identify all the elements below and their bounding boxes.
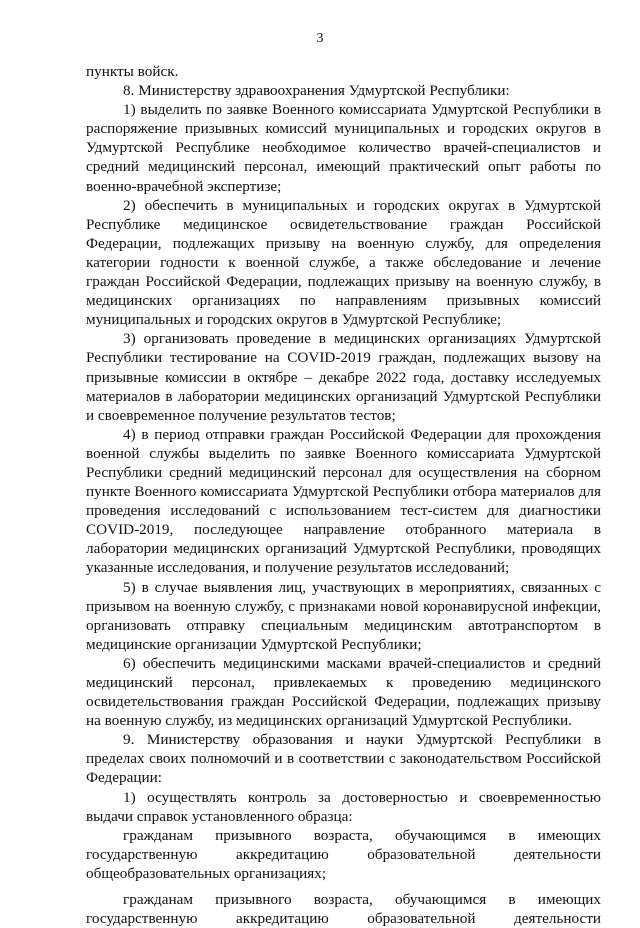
paragraph-item-8-2: 2) обеспечить в муниципальных и городских округах в Удмуртской Республике медицинское освидетельствование граждан Российской Федерации, подлежащих призыву на военную службу, для определения категории годности к военной службе, а также обследование и лечение граждан Российской Федерации, подлежащих призыву на военную службу, в медицинских организациях по направлениям призывных комиссий муниципальных и городских округов в Удмуртской Республике; xyxy=(86,196,601,329)
paragraph-item-8-heading: 8. Министерству здравоохранения Удмуртской Республики: xyxy=(123,82,510,100)
paragraph-item-8-1: 1) выделить по заявке Военного комиссариата Удмуртской Республики в распоряжение призывных комиссий муниципальных и городских округов в Удмуртской Республике необходимое количество врачей-специалистов и средний медицинский персонал, имеющий практический опыт работы по военно-врачебной экспертизе; xyxy=(86,101,601,195)
page-number: 3 xyxy=(316,31,324,46)
paragraph-item-9-heading: 9. Министерству образования и науки Удмуртской Республики в пределах своих полномочий и в соответствии с законодательством Российской Федерации: xyxy=(86,731,601,787)
paragraph-continuation: пункты войск. xyxy=(86,63,179,80)
document-body xyxy=(86,62,601,928)
paragraph-item-9-1-a: гражданам призывного возраста, обучающимся в имеющих государственную аккредитацию образовательной деятельности общеобразовательных организациях; xyxy=(86,826,601,882)
paragraph-item-8-4: 4) в период отправки граждан Российской Федерации для прохождения военной службы выделить по заявке Военного комиссариата Удмуртской Республики средний медицинский персонал для осуществления на сборном пункте Военного комиссариата Удмуртской Республики отбора материалов для проведения исследований с использованием тест-систем для диагностики COVID-2019, последующее направление отобранного материала в лаборатории медицинских организаций Удмуртской Республики, проводящих указанные исследования, и получение результатов исследований; xyxy=(86,425,601,577)
paragraph-item-8-5: 5) в случае выявления лиц, участвующих в мероприятиях, связанных с призывом на военную службу, с признаками новой коронавирусной инфекции, организовать отправку специальным медицинским автотранспортом в медицинские организации Удмуртской Республики; xyxy=(86,578,601,653)
paragraph-item-9-1-b: гражданам призывного возраста, обучающимся в имеющих государственную аккредитацию образовательной деятельности xyxy=(86,891,601,928)
paragraph-item-9-1: 1) осуществлять контроль за достоверностью и своевременностью выдачи справок установленного образца: xyxy=(86,788,601,825)
paragraph-item-8-3: 3) организовать проведение в медицинских организациях Удмуртской Республики тестирование на COVID-2019 граждан, подлежащих вызову на призывные комиссии в октябре – декабре 2022 года, доставку исследуемых материалов в лаборатории медицинских организаций Удмуртской Республики и своевременное получение результатов тестов; xyxy=(86,330,601,424)
paragraph-item-8-6: 6) обеспечить медицинскими масками врачей-специалистов и средний медицинский персонал, привлекаемых к проведению медицинского освидетельствования граждан Российской Федерации, подлежащих призыву на военную службу, из медицинских организаций Удмуртской Республики. xyxy=(86,654,601,730)
